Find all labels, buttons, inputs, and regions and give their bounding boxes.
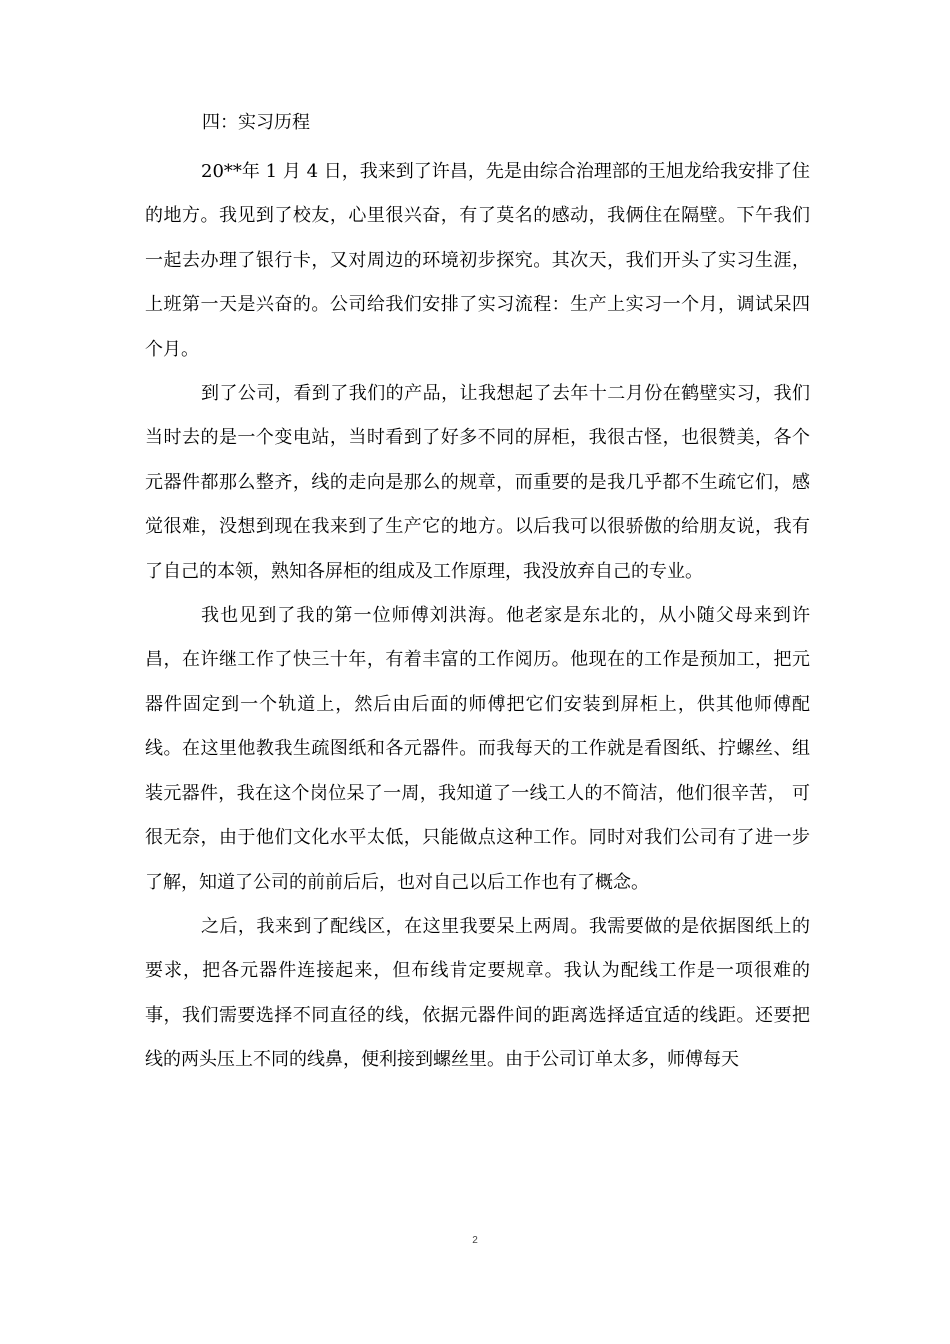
body-text: [145, 150, 810, 1083]
section-heading: 四：实习历程: [202, 112, 310, 133]
paragraph-4: 之后，我来到了配线区，在这里我要呆上两周。我需要做的是依据图纸上的要求，把各元器件连接起来，但布线肯定要规章。我认为配线工作是一项很难的事，我们需要选择不同直径的线，依据元器件间的距离选择适宜适的线距。还要把线的两头压上不同的线鼻，便利接到螺丝里。由于公司订单太多，师傅每天: [145, 915, 810, 1071]
paragraph-2: 到了公司，看到了我们的产品，让我想起了去年十二月份在鹤壁实习，我们当时去的是一个变电站，当时看到了好多不同的屏柜，我很古怪，也很赞美，各个元器件都那么整齐，线的走向是那么的规章，而重要的是我几乎都不生疏它们，感觉很难，没想到现在我来到了生产它的地方。以后我可以很骄傲的给朋友说，我有了自己的本领，熟知各屏柜的组成及工作原理，我没放弃自己的专业。: [145, 383, 810, 582]
page-number: 2: [472, 1235, 478, 1246]
paragraph-1: 20**年 1 月 4 日，我来到了许昌，先是由综合治理部的王旭龙给我安排了住的地方。我见到了校友，心里很兴奋，有了莫名的感动，我俩住在隔壁。下午我们一起去办理了银行卡，又对周边的环境初步探究。其次天，我们开头了实习生涯，上班第一天是兴奋的。公司给我们安排了实习流程：生产上实习一个月，调试呆四个月。: [145, 161, 810, 360]
paragraph-3: 我也见到了我的第一位师傅刘洪海。他老家是东北的，从小随父母来到许昌，在许继工作了快三十年，有着丰富的工作阅历。他现在的工作是预加工，把元器件固定到一个轨道上，然后由后面的师傅把它们安装到屏柜上，供其他师傅配线。在这里他教我生疏图纸和各元器件。而我每天的工作就是看图纸、拧螺丝、组装元器件，我在这个岗位呆了一周，我知道了一线工人的不简洁，他们很辛苦， 可很无奈，由于他们文化水平太低，只能做点这种工作。同时对我们公司有了进一步了解，知道了公司的前前后后，也对自己以后工作也有了概念。: [145, 605, 810, 893]
